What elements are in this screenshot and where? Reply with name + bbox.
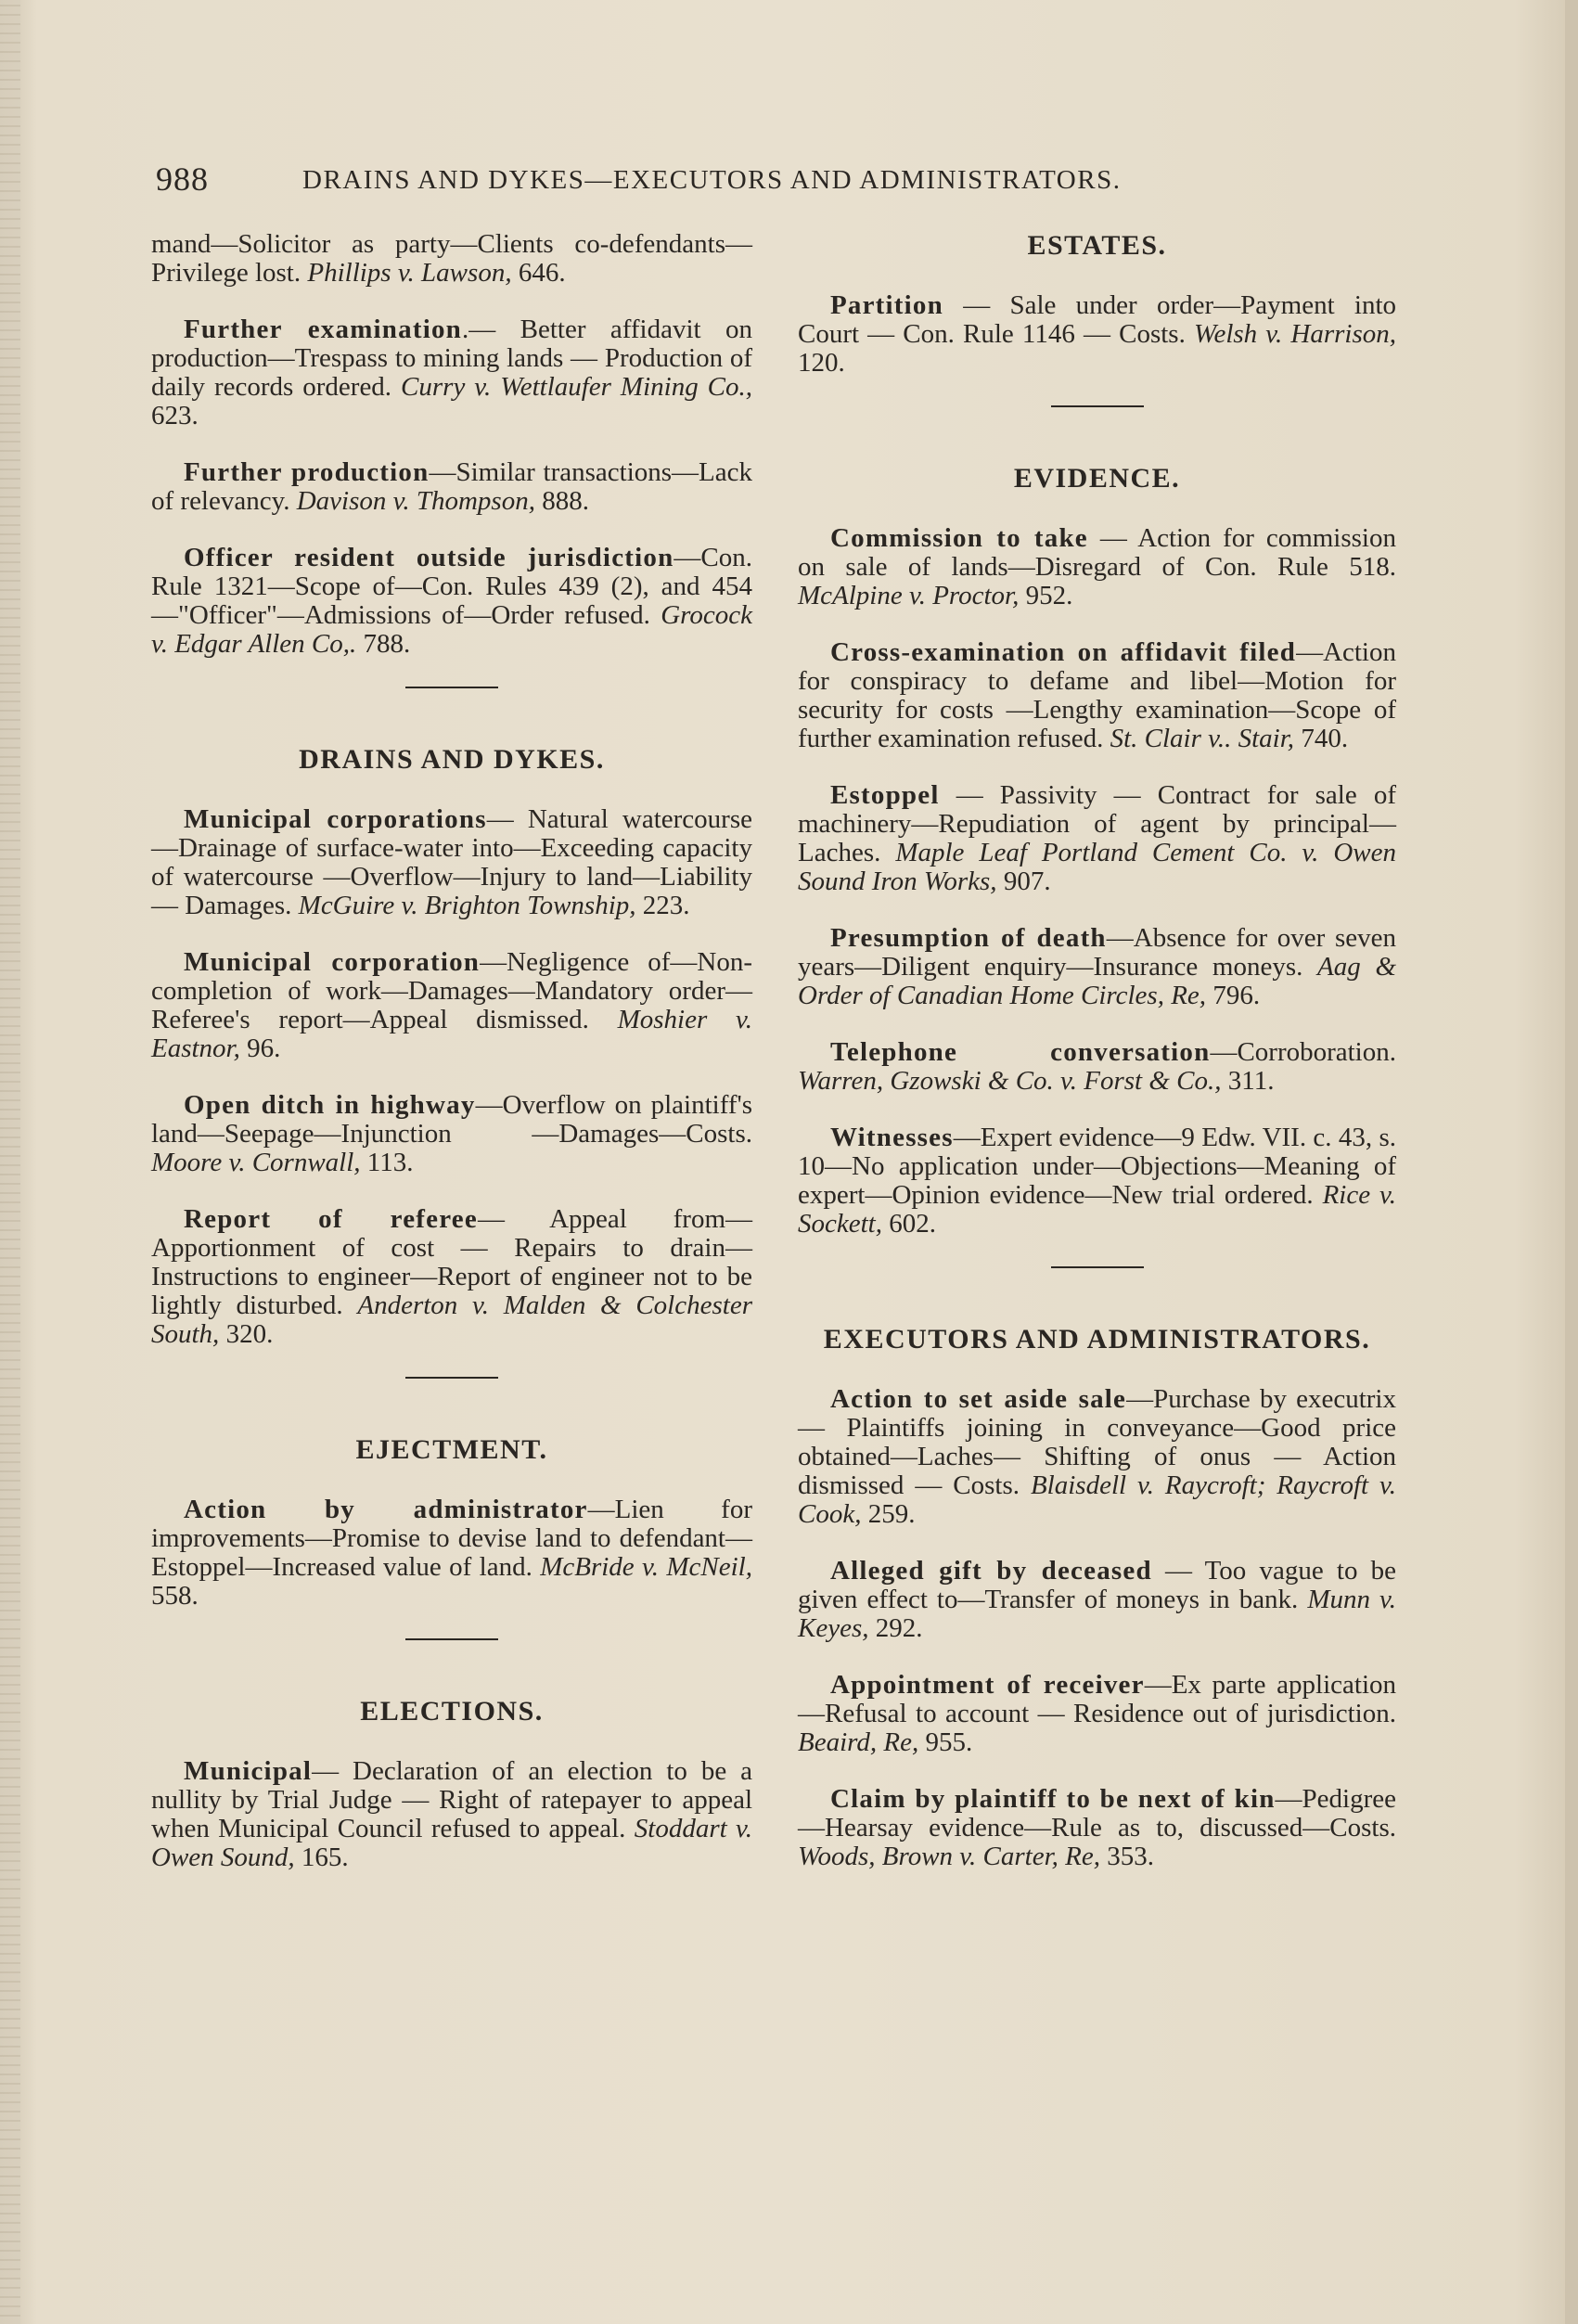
case-name: Curry v. Wettlaufer Mining Co.,	[401, 372, 753, 402]
index-entry: Officer resident outside jurisdiction—Con. Rule 1321—Scope of—Con. Rules 439 (2), and 454—"Officer"—Admissions of—Order refused. Grocock v. Edgar Allen Co,. 788.	[151, 543, 753, 659]
case-name: Warren, Gzowski & Co. v. Forst & Co.,	[798, 1066, 1222, 1096]
index-entry: Open ditch in highway—Overflow on plaintiff's land—Seepage—Injunction —Damages—Costs. Moore v. Cornwall, 113.	[151, 1090, 753, 1177]
entry-headword: Municipal corporations	[184, 804, 487, 834]
entry-headword: Open ditch in highway	[184, 1090, 476, 1120]
section-heading-ejectment: EJECTMENT.	[355, 1434, 548, 1465]
section-heading-evidence: EVIDENCE.	[1013, 463, 1181, 494]
case-name: Moore v. Cornwall,	[151, 1148, 361, 1177]
index-entry: Municipal corporation—Negligence of—Non-completion of work—Damages—Mandatory order—Referee's report—Appeal dismissed. Moshier v. Eastnor, 96.	[151, 947, 752, 1063]
index-entry: Alleged gift by deceased — Too vague to be given effect to—Transfer of moneys in bank. Munn v. Keyes, 292.	[798, 1556, 1397, 1643]
entry-headword: Action to set aside sale	[830, 1384, 1127, 1414]
case-name: Blaisdell v. Raycroft; Raycroft v. Cook,	[798, 1470, 1397, 1529]
index-entry: Further examination.— Better affidavit on production—Trespass to mining lands — Production of daily records ordered. Curry v. Wettlaufer Mining Co., 623.	[151, 315, 753, 430]
entry-headword: Appointment of receiver	[830, 1670, 1145, 1700]
index-entry: Municipal corporations— Natural watercourse—Drainage of surface-water into—Exceeding capacity of watercourse —Overflow—Injury to land—Liability — Damages. McGuire v. Brighton Township, 223.	[151, 804, 752, 920]
case-cite: 223.	[642, 891, 690, 920]
case-cite: 602.	[889, 1209, 936, 1239]
case-name: Munn v. Keyes,	[798, 1585, 1396, 1643]
case-cite: 113.	[366, 1148, 414, 1177]
index-entry: Claim by plaintiff to be next of kin—Pedigree—Hearsay evidence—Rule as to, discussed—Costs. Woods, Brown v. Carter, Re, 353.	[798, 1784, 1396, 1871]
continuation-entry: mand—Solicitor as party—Clients co-defendants—Privilege lost. Phillips v. Lawson, 646.	[151, 229, 752, 288]
index-entry: Municipal— Declaration of an election to be a nullity by Trial Judge — Right of ratepayer to appeal when Municipal Council refused to appeal. Stoddart v. Owen Sound, 165.	[151, 1756, 753, 1872]
section-heading-elections: ELECTIONS.	[360, 1696, 544, 1727]
case-cite: 96.	[247, 1034, 281, 1063]
left-column	[151, 230, 752, 1900]
case-name: McAlpine v. Proctor,	[798, 581, 1020, 610]
entry-headword: Partition	[830, 290, 943, 320]
case-name: Rice v. Sockett,	[798, 1180, 1396, 1239]
case-name: Welsh v. Harrison,	[1193, 319, 1396, 349]
page-binding-edge	[0, 0, 20, 2324]
case-cite: 955.	[925, 1727, 973, 1757]
right-column	[798, 230, 1396, 1899]
case-cite: 353.	[1107, 1842, 1154, 1871]
case-name: McBride v. McNeil,	[540, 1552, 752, 1582]
section-heading-estates: ESTATES.	[1027, 230, 1167, 261]
index-entry: Further production—Similar transactions—Lack of relevancy. Davison v. Thompson, 888.	[151, 457, 752, 516]
section-divider	[405, 1377, 498, 1379]
case-cite: 788.	[363, 629, 411, 659]
entry-headword: Municipal	[184, 1756, 313, 1786]
case-name: Anderton v. Malden & Colchester South,	[151, 1290, 752, 1349]
case-cite: 888.	[542, 486, 589, 516]
entry-headword: Commission to take	[830, 523, 1088, 553]
entry-headword: Telephone conversation	[830, 1037, 1211, 1067]
page-right-edge	[1565, 0, 1578, 2324]
case-name: McGuire v. Brighton Township,	[298, 891, 636, 920]
section-divider	[1051, 405, 1144, 407]
entry-headword: Further examination	[184, 315, 462, 344]
case-cite: 311.	[1227, 1066, 1275, 1096]
entry-headword: Alleged gift by deceased	[830, 1556, 1152, 1586]
section-heading-executors: EXECUTORS AND ADMINISTRATORS.	[823, 1324, 1371, 1355]
case-cite: 907.	[1003, 867, 1051, 896]
case-name: Aag & Order of Canadian Home Circles, Re,	[798, 952, 1396, 1010]
index-entry: Telephone conversation—Corroboration. Warren, Gzowski & Co. v. Forst & Co., 311.	[798, 1037, 1396, 1096]
page-number: 988	[156, 160, 209, 198]
entry-headword: Officer resident outside jurisdiction	[184, 543, 674, 572]
running-title: DRAINS AND DYKES—EXECUTORS AND ADMINISTRATORS.	[302, 165, 1122, 195]
case-cite: 646.	[518, 258, 566, 288]
case-cite: 165.	[301, 1843, 349, 1872]
case-cite: 292.	[875, 1613, 923, 1643]
entry-headword: Claim by plaintiff to be next of kin	[830, 1784, 1276, 1814]
section-heading-drains: DRAINS AND DYKES.	[299, 744, 605, 775]
case-name: Maple Leaf Portland Cement Co. v. Owen Sound Iron Works,	[798, 838, 1396, 896]
index-entry: Commission to take — Action for commission on sale of lands—Disregard of Con. Rule 518. McAlpine v. Proctor, 952.	[798, 523, 1396, 610]
index-entry: Presumption of death—Absence for over seven years—Diligent enquiry—Insurance moneys. Aag & Order of Canadian Home Circles, Re, 796.	[798, 923, 1396, 1010]
case-cite: 259.	[867, 1499, 916, 1529]
case-cite: 120.	[798, 348, 845, 378]
case-name: Stoddart v. Owen Sound,	[151, 1814, 753, 1872]
index-entry: Appointment of receiver—Ex parte application—Refusal to account — Residence out of jurisdiction. Beaird, Re, 955.	[798, 1670, 1396, 1757]
case-name: Grocock v. Edgar Allen Co,.	[151, 600, 753, 659]
case-cite: 558.	[151, 1581, 199, 1611]
index-entry: Action to set aside sale—Purchase by executrix — Plaintiffs joining in conveyance—Good price obtained—Laches— Shifting of onus — Action dismissed — Costs. Blaisdell v. Raycroft; Raycroft v. Cook, 259.	[798, 1384, 1397, 1529]
entry-headword: Action by administrator	[184, 1495, 588, 1524]
case-name: Phillips v. Lawson,	[307, 258, 512, 288]
case-cite: 796.	[1212, 981, 1261, 1010]
case-name: St. Clair v.. Stair,	[1110, 724, 1295, 753]
entry-headword: Witnesses	[830, 1123, 954, 1152]
case-name: Moshier v. Eastnor,	[151, 1005, 752, 1063]
entry-headword: Further production	[184, 457, 430, 487]
case-cite: 740.	[1301, 724, 1349, 753]
index-entry: Partition — Sale under order—Payment into Court — Con. Rule 1146 — Costs. Welsh v. Harrison, 120.	[798, 290, 1396, 378]
entry-headword: Presumption of death	[830, 923, 1107, 953]
index-entry: Witnesses—Expert evidence—9 Edw. VII. c. 43, s. 10—No application under—Objections—Meaning of expert—Opinion evidence—New trial ordered. Rice v. Sockett, 602.	[798, 1123, 1396, 1239]
case-cite: 952.	[1025, 581, 1073, 610]
section-divider	[405, 1638, 498, 1640]
entry-headword: Municipal corporation	[184, 947, 481, 977]
case-name: Woods, Brown v. Carter, Re,	[798, 1842, 1100, 1871]
index-entry: Estoppel — Passivity — Contract for sale of machinery—Repudiation of agent by principal—Laches. Maple Leaf Portland Cement Co. v. Owen Sound Iron Works, 907.	[798, 780, 1396, 896]
section-divider	[405, 687, 498, 688]
index-entry: Cross-examination on affidavit filed—Action for conspiracy to defame and libel—Motion for security for costs —Lengthy examination—Scope of further examination refused. St. Clair v.. Stair, 740.	[798, 637, 1396, 753]
index-entry: Report of referee— Appeal from— Apportionment of cost — Repairs to drain—Instructions to engineer—Report of engineer not to be lightly disturbed. Anderton v. Malden & Colchester South, 320.	[151, 1204, 753, 1349]
entry-headword: Report of referee	[184, 1204, 478, 1234]
entry-headword: Estoppel	[830, 780, 940, 810]
case-cite: 320.	[225, 1319, 274, 1349]
section-divider	[1051, 1266, 1144, 1268]
entry-headword: Cross-examination on affidavit filed	[830, 637, 1297, 667]
index-entry: Action by administrator—Lien for improvements—Promise to devise land to defendant—Estoppel—Increased value of land. McBride v. McNeil, 558.	[151, 1495, 752, 1611]
case-name: Davison v. Thompson,	[296, 486, 535, 516]
running-header	[156, 160, 1269, 206]
case-cite: 623.	[151, 401, 199, 430]
case-name: Beaird, Re,	[798, 1727, 919, 1757]
